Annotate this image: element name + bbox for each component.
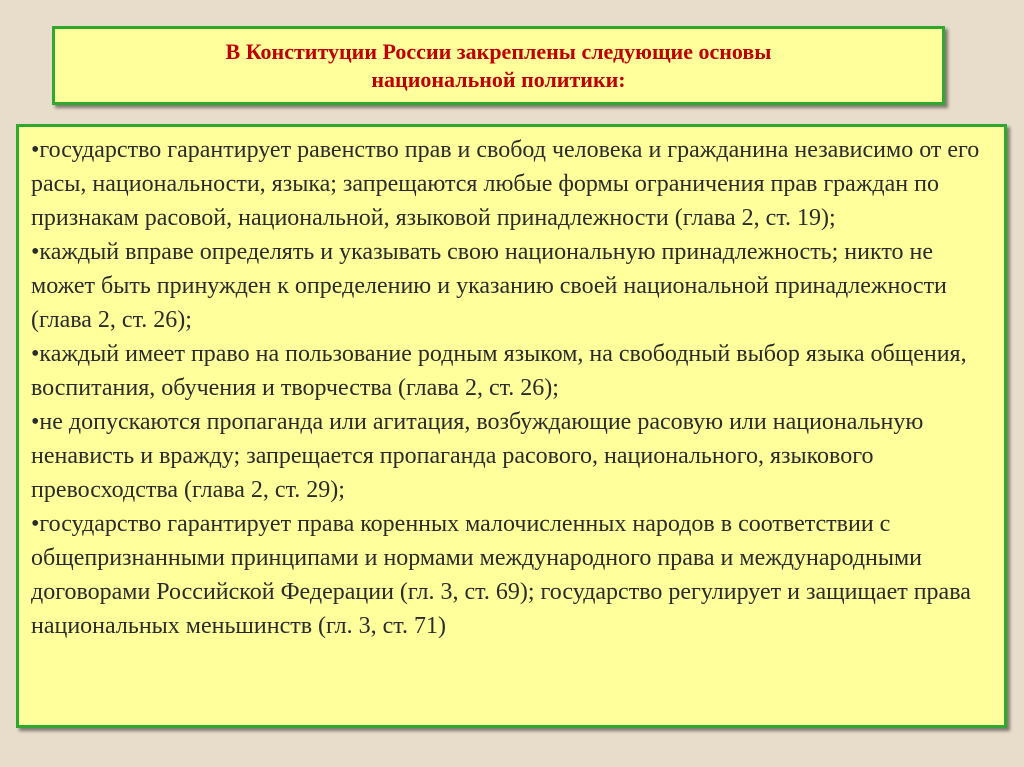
title-box	[52, 26, 945, 105]
bullet-item: •каждый вправе определять и указывать свою национальную принадлежность; никто не может быть принужден к определению и указанию своей национальной принадлежности (глава 2, ст. 26);	[31, 239, 947, 333]
bullet-item: •каждый имеет право на пользование родным языком, на свободный выбор языка общения, воспитания, обучения и творчества (глава 2, ст. 26);	[31, 341, 967, 401]
bullet-item: •государство гарантирует права коренных малочисленных народов в соответствии с общепризнанными принципами и нормами международного права и международными договорами Российской Федерации (гл. 3, ст. 69); государство регулирует и защищает права национальных меньшинств (гл. 3, ст. 71)	[31, 511, 971, 639]
content-box	[16, 124, 1007, 728]
slide-title: В Конституции России закреплены следующие основы национальной политики:	[225, 38, 772, 92]
bullet-item: •государство гарантирует равенство прав и свобод человека и гражданина независимо от его расы, национальности, языка; запрещаются любые формы ограничения прав граждан по признакам расовой, национальной, языковой принадлежности (глава 2, ст. 19);	[31, 137, 980, 231]
bullet-list	[31, 133, 988, 643]
bullet-item: •не допускаются пропаганда или агитация, возбуждающие расовую или национальную ненависть и вражду; запрещается пропаганда расового, национального, языкового превосходства (глава 2, ст. 29);	[31, 409, 924, 503]
